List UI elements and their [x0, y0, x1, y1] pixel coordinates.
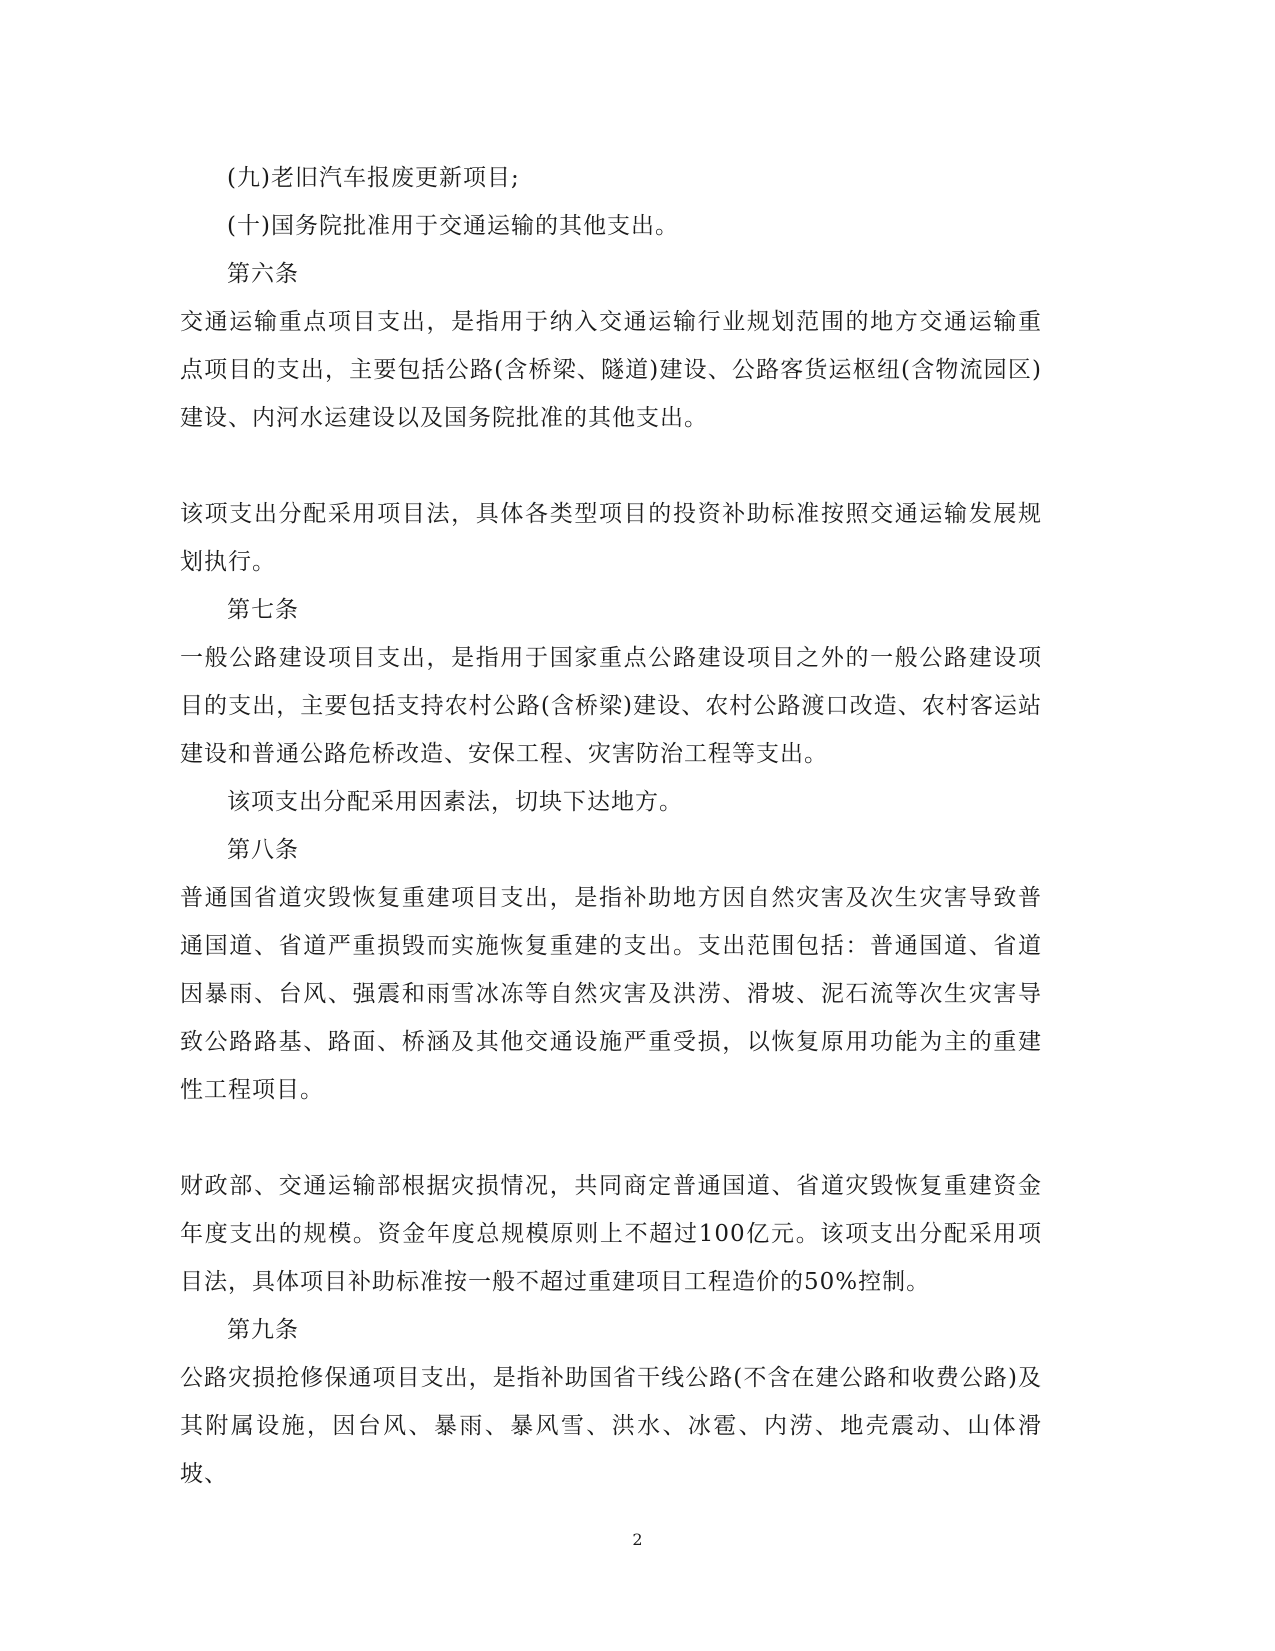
paragraph-spacer: [180, 442, 1042, 490]
article-six-paragraph-1: 交通运输重点项目支出，是指用于纳入交通运输行业规划范围的地方交通运输重点项目的支出，主要包括公路(含桥梁、隧道)建设、公路客货运枢纽(含物流园区)建设、内河水运建设以及国务院批准的其他支出。: [180, 309, 1042, 431]
article-eight-heading: 第八条: [227, 837, 299, 863]
article-eight-paragraph-1: 普通国省道灾毁恢复重建项目支出，是指补助地方因自然灾害及次生灾害导致普通国道、省道严重损毁而实施恢复重建的支出。支出范围包括：普通国道、省道因暴雨、台风、强震和雨雪冰冻等自然灾害及洪涝、滑坡、泥石流等次生灾害导致公路路基、路面、桥涵及其他交通设施严重受损，以恢复原用功能为主的重建性工程项目。: [180, 885, 1042, 1103]
article-eight-paragraph-2: 财政部、交通运输部根据灾损情况，共同商定普通国道、省道灾毁恢复重建资金年度支出的规模。资金年度总规模原则上不超过100亿元。该项支出分配采用项目法，具体项目补助标准按一般不超过重建项目工程造价的50%控制。: [180, 1173, 1042, 1295]
article-seven-paragraph-2: 该项支出分配采用因素法，切块下达地方。: [227, 789, 683, 815]
article-nine-heading: 第九条: [227, 1317, 299, 1343]
article-six-heading: 第六条: [227, 261, 299, 287]
article-six-paragraph-2: 该项支出分配采用项目法，具体各类型项目的投资补助标准按照交通运输发展规划执行。: [180, 501, 1042, 575]
paragraph-spacer: [180, 1114, 1042, 1162]
page-number: 2: [632, 1530, 643, 1549]
list-item-nine: (九)老旧汽车报废更新项目;: [227, 165, 520, 191]
article-seven-heading: 第七条: [227, 597, 299, 623]
article-nine-paragraph-1: 公路灾损抢修保通项目支出，是指补助国省干线公路(不含在建公路和收费公路)及其附属设施，因台风、暴雨、暴风雪、洪水、冰雹、内涝、地壳震动、山体滑坡、: [180, 1365, 1042, 1487]
article-seven-paragraph-1: 一般公路建设项目支出，是指用于国家重点公路建设项目之外的一般公路建设项目的支出，主要包括支持农村公路(含桥梁)建设、农村公路渡口改造、农村客运站建设和普通公路危桥改造、安保工程、灾害防治工程等支出。: [180, 645, 1042, 767]
document-body: [180, 154, 1042, 1498]
list-item-ten: (十)国务院批准用于交通运输的其他支出。: [227, 213, 679, 239]
